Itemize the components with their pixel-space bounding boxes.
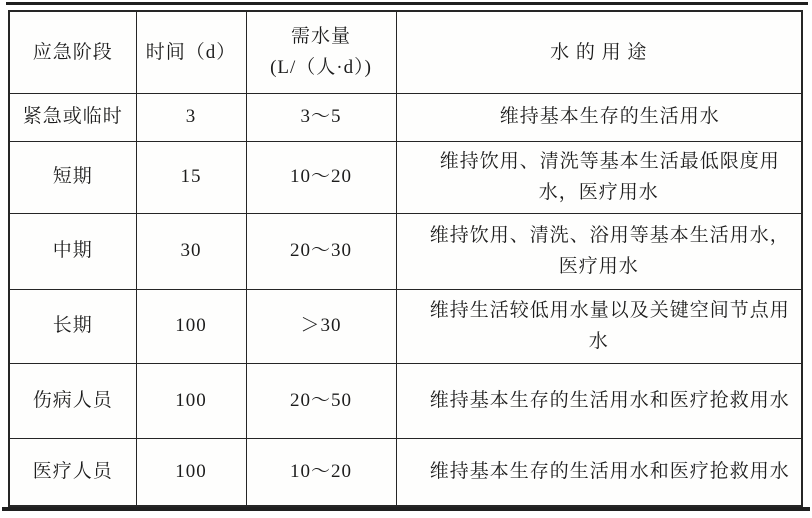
col-header-demand-line1: 需水量 xyxy=(290,25,351,47)
col-header-demand xyxy=(246,11,396,93)
table-row-emergency xyxy=(9,93,802,141)
cell-demand: 20～50 xyxy=(246,363,396,438)
cell-usage: 维持生活较低用水量以及关键空间节点用水 xyxy=(396,289,802,363)
table-row-injured-personnel xyxy=(9,363,802,438)
cell-demand: 10～20 xyxy=(246,141,396,213)
cell-usage: 维持基本生存的生活用水 xyxy=(396,93,802,141)
cell-demand: 10～20 xyxy=(246,438,396,506)
cell-usage: 维持基本生存的生活用水和医疗抢救用水 xyxy=(396,438,802,506)
cell-time: 100 xyxy=(136,289,246,363)
col-header-phase: 应急阶段 xyxy=(9,11,136,93)
col-header-usage: 水 的 用 途 xyxy=(396,11,802,93)
cell-demand: 20～30 xyxy=(246,213,396,289)
cell-time: 15 xyxy=(136,141,246,213)
cell-phase: 伤病人员 xyxy=(9,363,136,438)
table-row-long-term xyxy=(9,289,802,363)
cell-usage: 维持饮用、清洗等基本生活最低限度用水，医疗用水 xyxy=(396,141,802,213)
emergency-water-demand-table xyxy=(8,10,803,507)
cell-time: 100 xyxy=(136,363,246,438)
table-row-mid-term xyxy=(9,213,802,289)
table-row-short-term xyxy=(9,141,802,213)
cell-phase: 医疗人员 xyxy=(9,438,136,506)
cell-time: 3 xyxy=(136,93,246,141)
table-row-medical-personnel xyxy=(9,438,802,506)
cell-time: 30 xyxy=(136,213,246,289)
cell-phase: 紧急或临时 xyxy=(9,93,136,141)
bottom-thick-rule xyxy=(2,507,810,511)
col-header-time: 时间（d） xyxy=(136,11,246,93)
col-header-demand-line2: (L/（人·d）) xyxy=(270,57,372,79)
cell-phase: 长期 xyxy=(9,289,136,363)
cell-phase: 短期 xyxy=(9,141,136,213)
top-thick-rule xyxy=(6,2,808,5)
cell-demand: ＞30 xyxy=(246,289,396,363)
cell-usage: 维持饮用、清洗、浴用等基本生活用水，医疗用水 xyxy=(396,213,802,289)
cell-demand: 3～5 xyxy=(246,93,396,141)
cell-usage: 维持基本生存的生活用水和医疗抢救用水 xyxy=(396,363,802,438)
header-row xyxy=(9,11,802,93)
cell-phase: 中期 xyxy=(9,213,136,289)
cell-time: 100 xyxy=(136,438,246,506)
